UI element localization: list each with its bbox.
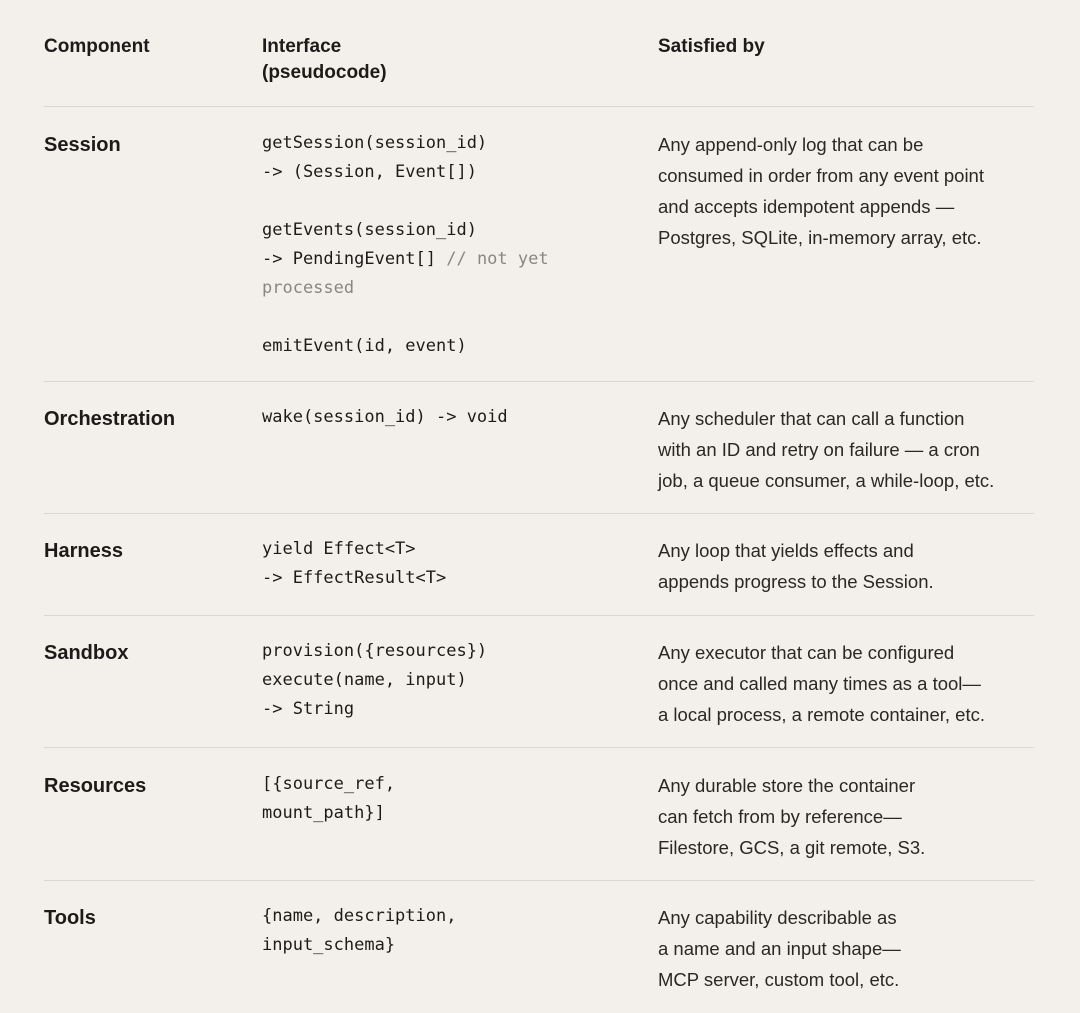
component-name: Resources [44,775,147,797]
satisfied-by-text: Any loop that yields effects and appends progress to the Session. [658,540,934,592]
interface-code: yield Effect<T> -> EffectResult<T> [262,539,447,588]
component-name: Harness [44,540,123,562]
interface-code: {name, description, input_schema} [262,906,457,955]
interface-code: [{source_ref, mount_path}] [262,774,396,823]
satisfied-by-text: Any scheduler that can call a function with an ID and retry on failure — a cron job, a queue consumer, a while-loop, etc. [658,408,995,491]
code-comment: // not yet [446,249,549,269]
component-interface-table [44,0,1034,1013]
interface-code: getSession(session_id) -> (Session, Event[]) getEvents(session_id) -> PendingEvent[] // not yet processed emitEvent(id, event) [262,129,642,361]
header-interface: Interface (pseudocode) [262,36,387,83]
code-comment: processed [262,278,355,298]
header-satisfied-by: Satisfied by [658,36,765,57]
component-name: Session [44,134,121,156]
satisfied-by-text: Any capability describable as a name and an input shape— MCP server, custom tool, etc. [658,907,901,990]
table-row-orchestration [44,382,1034,514]
table-row-tools [44,881,1034,1013]
component-name: Sandbox [44,642,129,664]
satisfied-by-text: Any executor that can be configured once and called many times as a tool— a local process, a remote container, etc. [658,642,986,725]
header-component: Component [44,36,150,57]
table-row-harness [44,514,1034,616]
satisfied-by-text: Any append-only log that can be consumed in order from any event point and accepts idempotent appends — Postgres, SQLite, in-memory array, etc. [658,134,984,248]
table-row-session [44,107,1034,382]
table-row-resources [44,748,1034,881]
table-row-sandbox [44,616,1034,748]
interface-code: wake(session_id) -> void [262,407,508,427]
table-header-row [44,0,1034,107]
component-name: Orchestration [44,408,176,430]
component-name: Tools [44,907,96,929]
interface-code: provision({resources}) execute(name, input) -> String [262,641,488,719]
satisfied-by-text: Any durable store the container can fetch from by reference— Filestore, GCS, a git remote, S3. [658,775,926,858]
